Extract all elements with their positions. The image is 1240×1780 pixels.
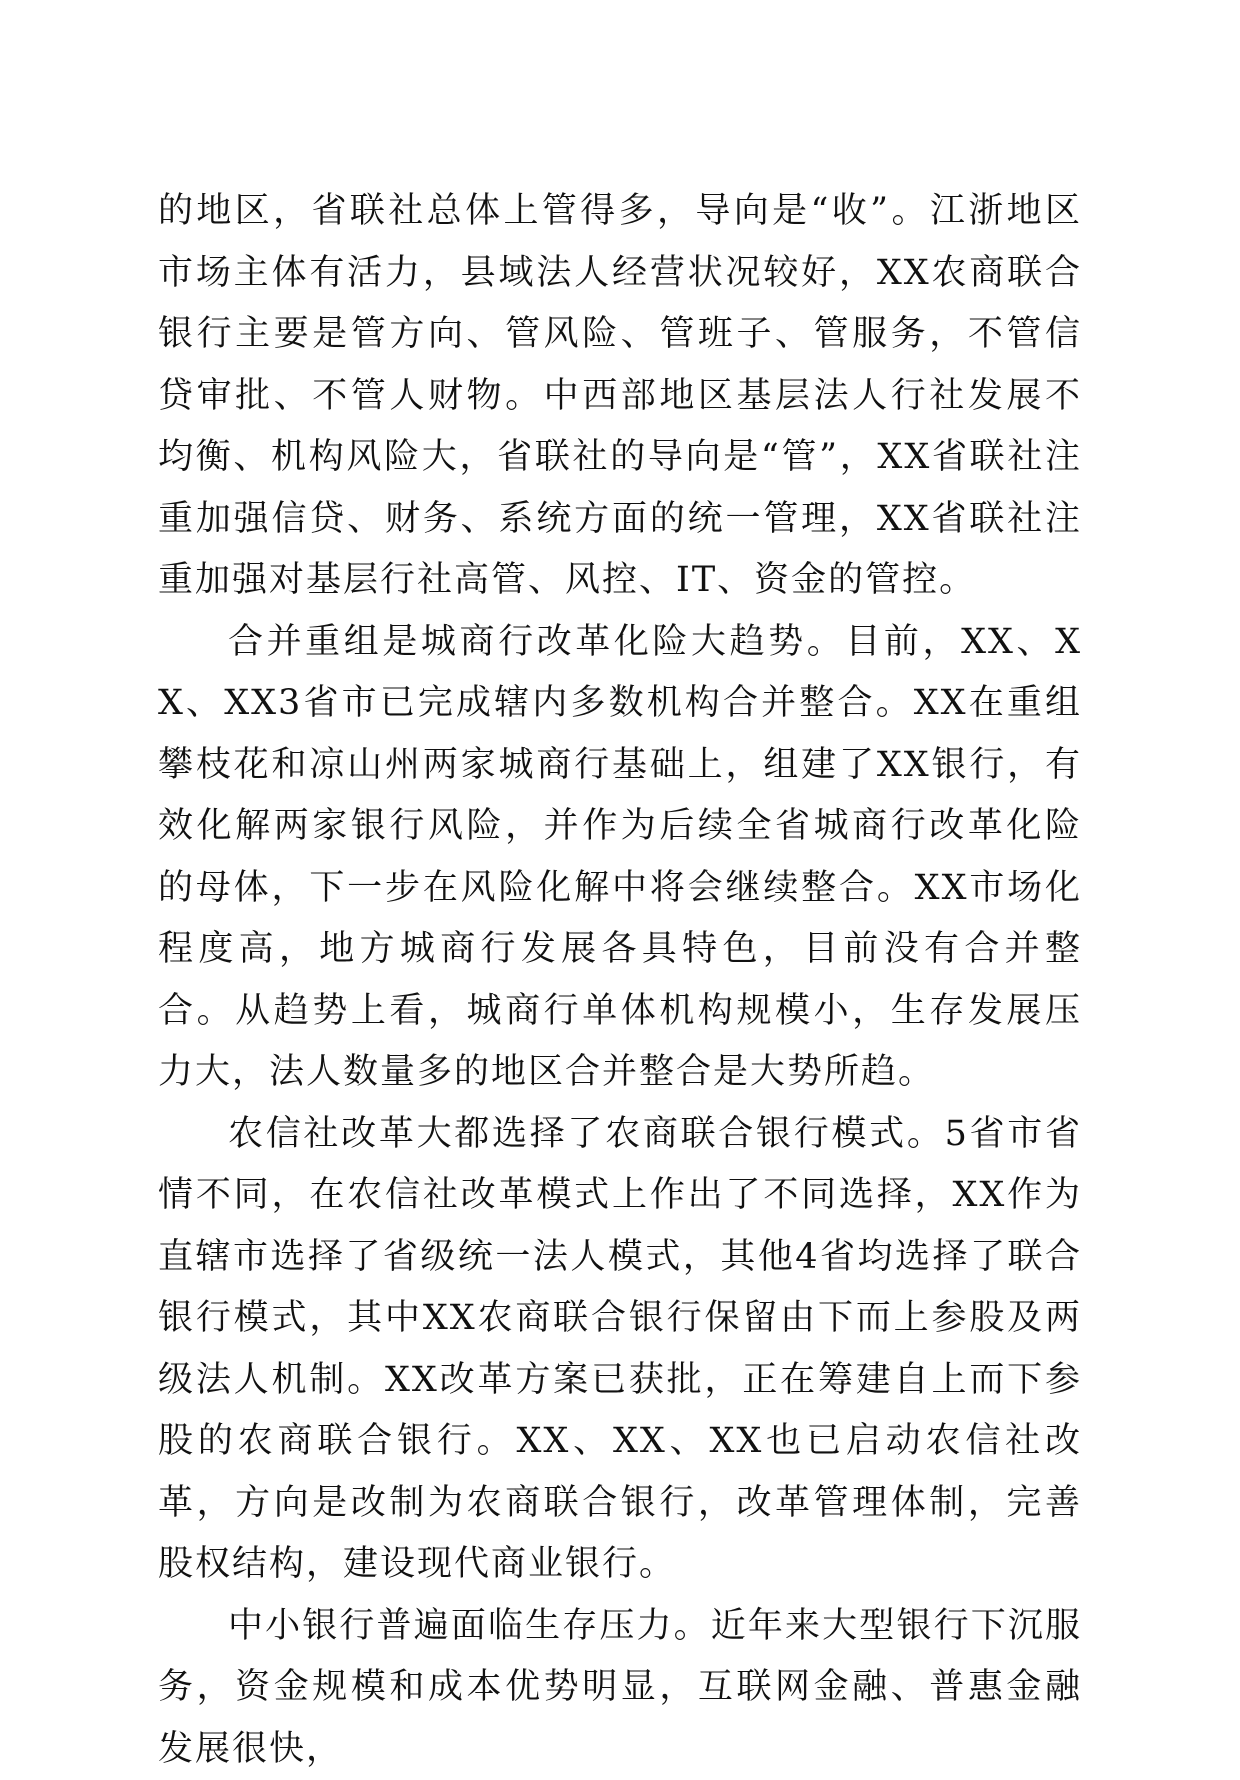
paragraph-4: 中小银行普遍面临生存压力。近年来大型银行下沉服务，资金规模和成本优势明显，互联网金融、普惠金融发展很快， [158, 1596, 1082, 1780]
paragraph-1: 的地区，省联社总体上管得多，导向是“收”。江浙地区市场主体有活力，县域法人经营状况较好，XX农商联合银行主要是管方向、管风险、管班子、管服务，不管信贷审批、不管人财物。中西部地区基层法人行社发展不均衡、机构风险大，省联社的导向是“管”，XX省联社注重加强信贷、财务、系统方面的统一管理，XX省联社注重加强对基层行社高管、风控、IT、资金的管控。 [158, 181, 1082, 612]
paragraph-3: 农信社改革大都选择了农商联合银行模式。5省市省情不同，在农信社改革模式上作出了不同选择，XX作为直辖市选择了省级统一法人模式，其他4省均选择了联合银行模式，其中XX农商联合银行保留由下而上参股及两级法人机制。XX改革方案已获批，正在筹建自上而下参股的农商联合银行。XX、XX、XX也已启动农信社改革，方向是改制为农商联合银行，改革管理体制，完善股权结构，建设现代商业银行。 [158, 1104, 1082, 1596]
document-body [158, 181, 1082, 1780]
paragraph-2: 合并重组是城商行改革化险大趋势。目前，XX、XX、XX3省市已完成辖内多数机构合并整合。XX在重组攀枝花和凉山州两家城商行基础上，组建了XX银行，有效化解两家银行风险，并作为后续全省城商行改革化险的母体，下一步在风险化解中将会继续整合。XX市场化程度高，地方城商行发展各具特色，目前没有合并整合。从趋势上看，城商行单体机构规模小，生存发展压力大，法人数量多的地区合并整合是大势所趋。 [158, 612, 1082, 1104]
